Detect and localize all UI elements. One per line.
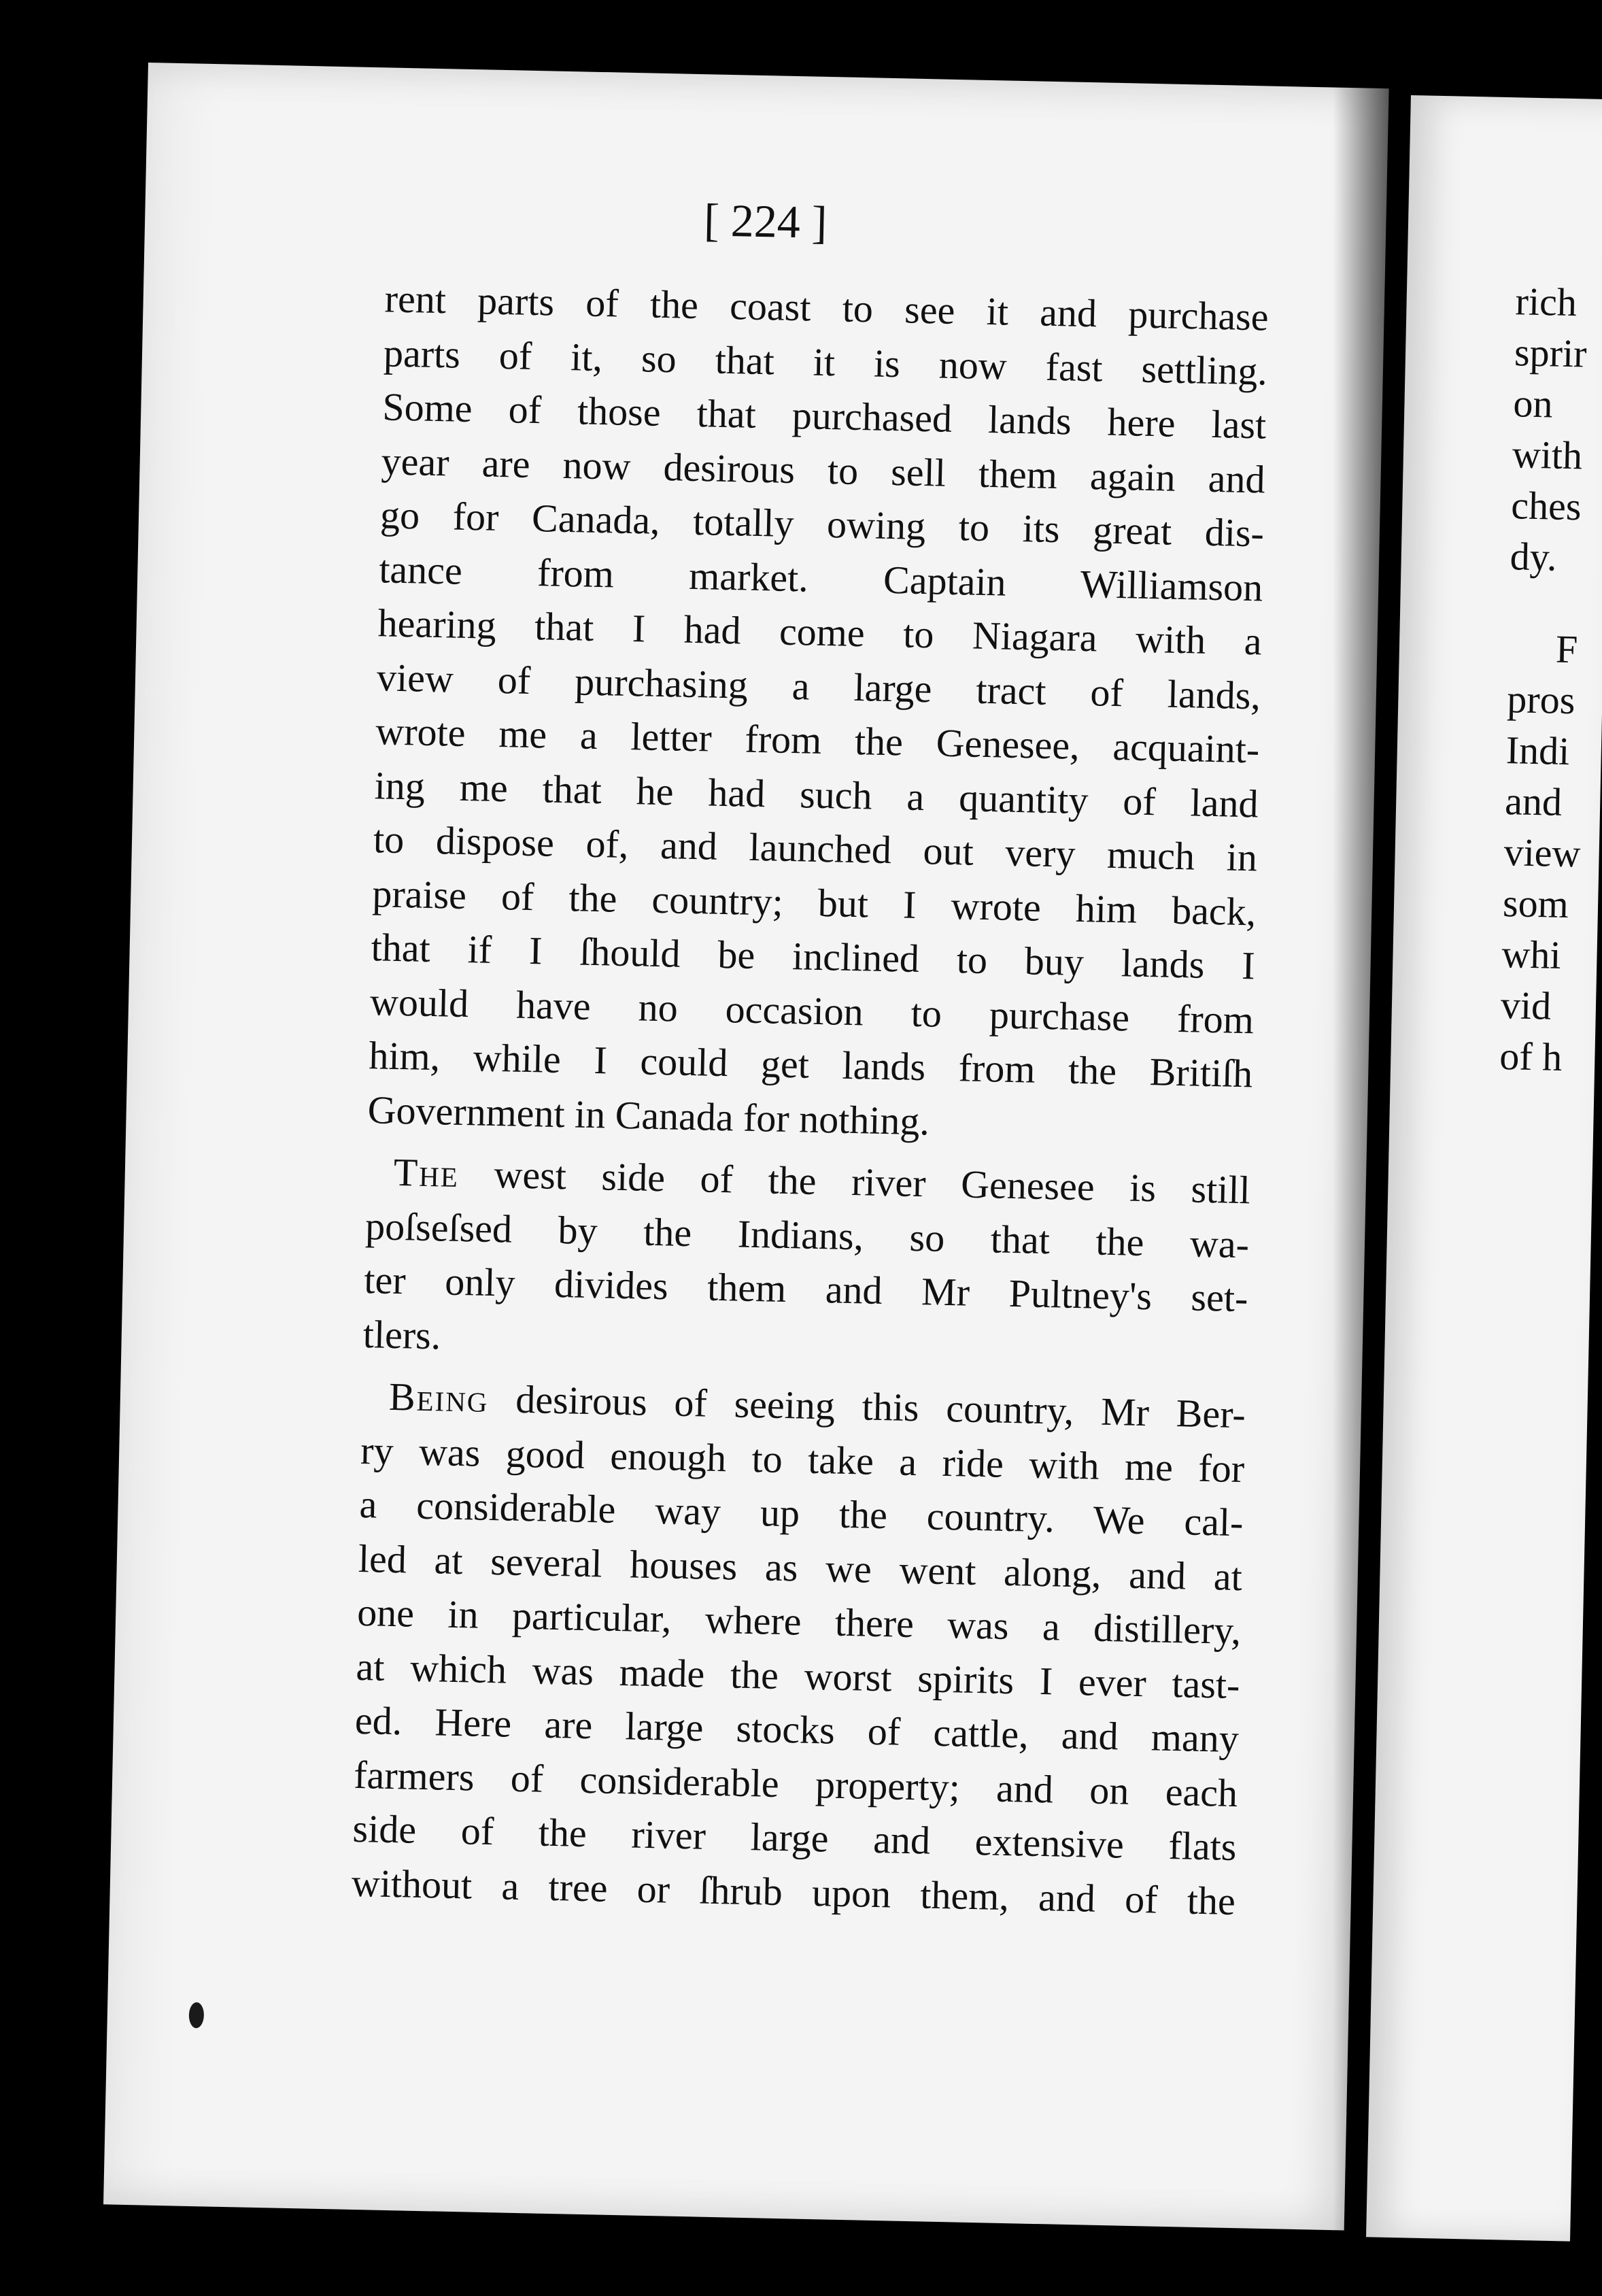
text-line: one in particular, where there was a distillery, (356, 1589, 1242, 1653)
text-line: that if I ſhould be inclined to buy lands I (371, 925, 1256, 988)
text-line: go for Canada, totally owing to its great dis- (379, 492, 1265, 556)
ink-speck (188, 2002, 204, 2028)
facing-line: F (1555, 626, 1578, 672)
text-line: rent parts of the coast to see it and purchase (384, 276, 1269, 339)
text-line: ing me that he had such a quantity of land (374, 762, 1259, 826)
left-page (103, 63, 1389, 2231)
text-line: would have no occasion to purchase from (369, 979, 1255, 1042)
facing-line: som (1502, 881, 1569, 927)
paragraph-gap (1509, 581, 1586, 624)
text-line: to dispose of, and launched out very much in (373, 817, 1258, 880)
facing-line: ches (1510, 483, 1582, 529)
facing-line: view (1503, 830, 1582, 876)
text-line: praise of the country; but I wrote him back, (371, 871, 1257, 934)
facing-line: pros (1506, 677, 1575, 723)
text-line: wrote me a letter from the Genesee, acquaint- (375, 709, 1260, 772)
text-line: ter only divides them and Mr Pultney's set- (363, 1257, 1248, 1321)
text-line-rest: west side of the river Genesee is still (458, 1151, 1251, 1213)
text-line: hearing that I had come to Niagara with a (377, 601, 1263, 664)
small-caps-lead: The (393, 1149, 460, 1196)
facing-line: of h (1499, 1034, 1563, 1079)
text-line: tance from market. Captain Williamson (378, 546, 1263, 609)
text-line: at which was made the worst spirits I ever tast- (356, 1644, 1241, 1707)
text-line: tlers. (362, 1311, 441, 1357)
facing-line: Indi (1505, 728, 1570, 774)
facing-line: whi (1501, 932, 1562, 977)
text-line: Government in Canada for nothing. (367, 1087, 930, 1143)
facing-line: with (1512, 432, 1583, 478)
text-line: him, while I could get lands from the Britiſh (368, 1033, 1253, 1096)
text-line: a considerable way up the country. We cal- (359, 1481, 1244, 1545)
text-line: parts of it, so that it is now fast settling. (383, 330, 1268, 394)
page-header: [ 224 ] (703, 194, 828, 248)
facing-line: sprir (1514, 330, 1588, 376)
text-line: ed. Here are large stocks of cattle, and many (354, 1698, 1240, 1761)
body-text (351, 271, 1269, 1928)
text-line: year are now desirous to sell them again and (381, 438, 1266, 502)
text-line: without a tree or ſhrub upon them, and of the (351, 1860, 1236, 1923)
paragraph-2 (362, 1145, 1250, 1379)
facing-line: vid (1500, 983, 1552, 1028)
text-line: poſseſsed by the Indians, so that the wa- (364, 1203, 1250, 1266)
small-caps-lead: Being (388, 1374, 490, 1421)
facing-line: dy. (1510, 534, 1558, 579)
facing-line: on (1512, 381, 1554, 426)
text-line: view of purchasing a large tract of lands, (376, 654, 1261, 718)
text-line-rest: desirous of seeing this country, Mr Ber- (488, 1376, 1246, 1437)
text-line: side of the river large and extensive flats (352, 1806, 1238, 1870)
text-line: led at several houses as we went along, and at (358, 1536, 1243, 1599)
paragraph-1 (367, 271, 1269, 1155)
facing-line: and (1504, 779, 1563, 824)
facing-line: rich (1515, 279, 1578, 325)
text-line: farmers of considerable property; and on each (353, 1752, 1238, 1815)
text-line: ry was good enough to take a ride with me for (360, 1428, 1245, 1491)
paragraph-3 (351, 1369, 1246, 1928)
facing-page-text (1499, 275, 1593, 1083)
text-line: Some of those that purchased lands here last (381, 384, 1267, 448)
